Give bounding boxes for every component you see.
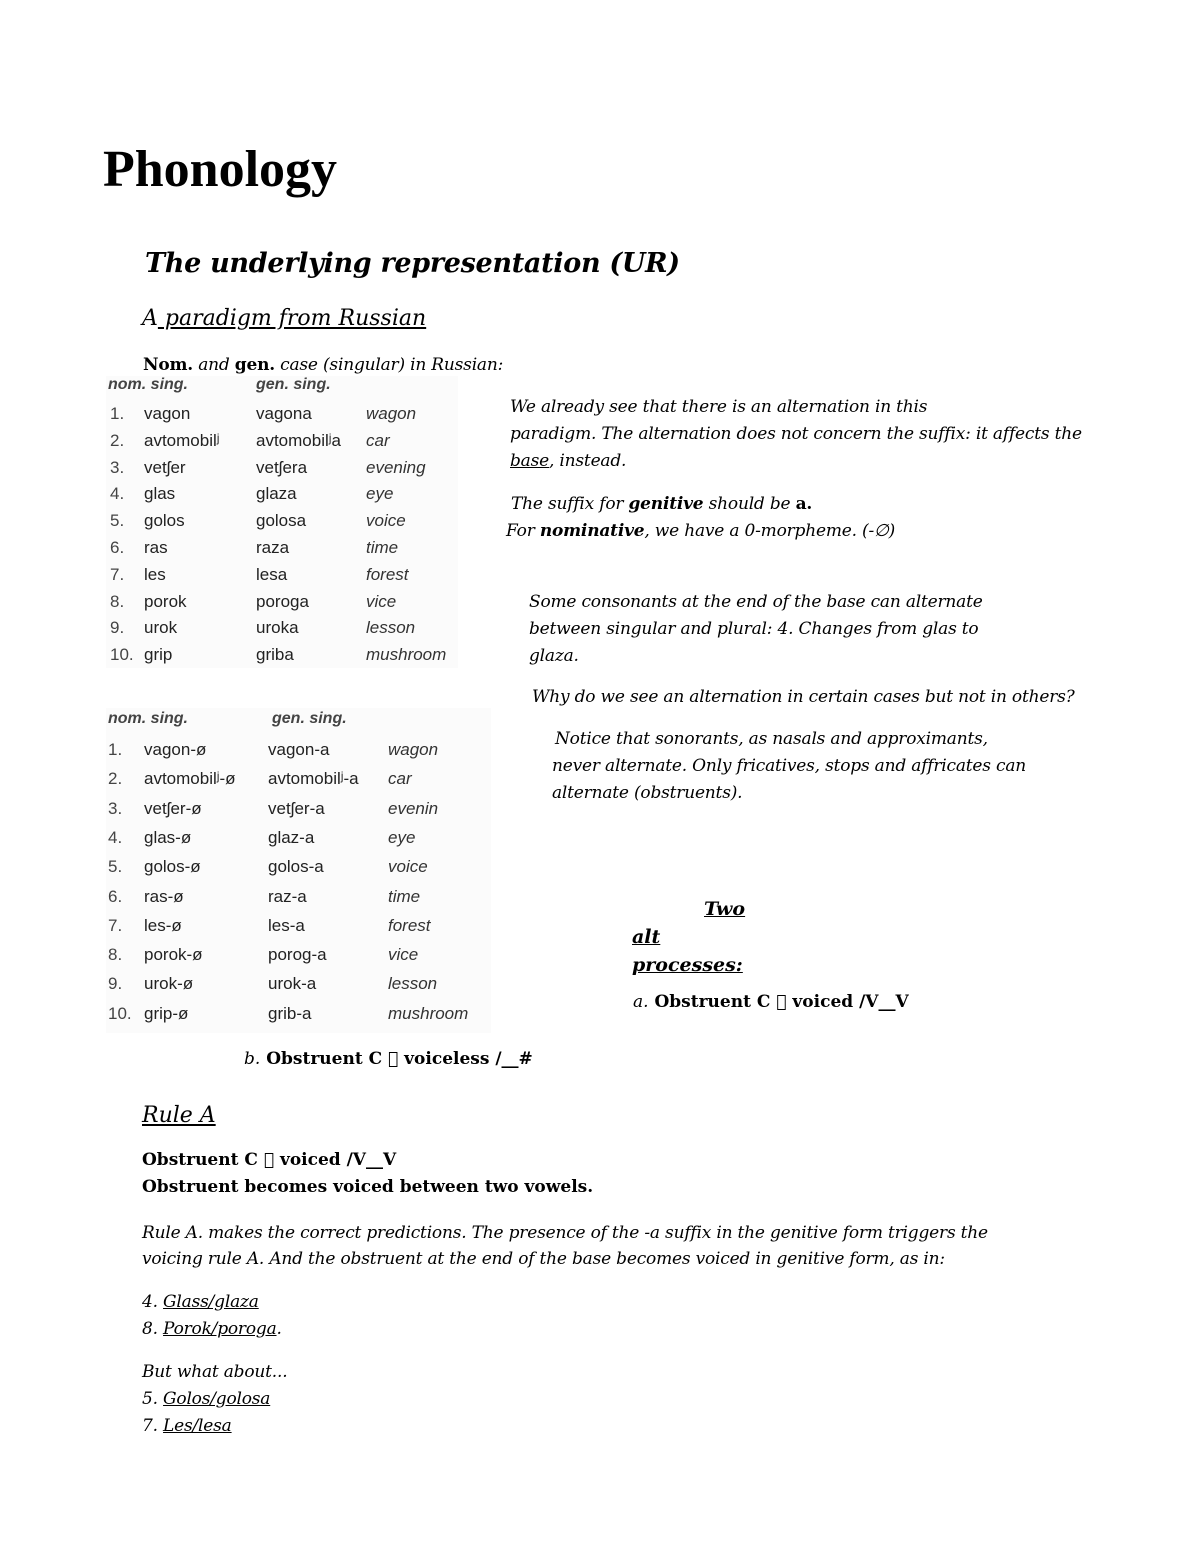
genitive-form: porog-a	[268, 945, 327, 965]
rule-a-paragraph	[142, 1220, 988, 1272]
intro-line	[143, 352, 503, 379]
row-number: 3.	[108, 798, 123, 818]
row-number: 7.	[110, 564, 125, 584]
genitive-form: vetʃera	[256, 457, 308, 477]
note5-line1: Notice that sonorants, as nasals and approximants,	[555, 729, 988, 749]
note-alternation	[510, 394, 1082, 475]
note2-l2-pre: For	[506, 521, 540, 541]
process-b-label: b.	[244, 1049, 261, 1069]
process-a-text: Obstruent C voiced /V__V	[648, 992, 893, 1012]
note3-line1: Some consonants at the end of the base can alternate	[529, 592, 983, 612]
example-8-num: 8.	[142, 1319, 164, 1339]
note1-line3-rest: , instead.	[549, 451, 627, 471]
example-7-num: 7.	[142, 1416, 164, 1436]
intro-nom: Nom.	[143, 355, 193, 375]
gloss: eye	[366, 484, 394, 504]
gloss: forest	[366, 564, 409, 584]
example-4	[142, 1289, 282, 1316]
genitive-form: golos-a	[268, 857, 324, 877]
genitive-form: avtomobilʲ-a	[268, 769, 359, 789]
process-a-label: a.	[633, 992, 649, 1012]
note2-l2-rest: , we have a 0-morpheme. (-∅)	[644, 521, 896, 541]
note5-line2: never alternate. Only fricatives, stops and affricates can	[552, 756, 1027, 776]
but-what-about-text: But what about...	[142, 1362, 288, 1382]
rule-a-examples	[142, 1289, 282, 1343]
genitive-form: raza	[256, 538, 290, 557]
example-5-text: Golos/golosa	[163, 1389, 271, 1409]
gloss: wagon	[366, 404, 417, 423]
gloss: evening	[366, 457, 426, 477]
intro-rest: case (singular) in Russian:	[274, 355, 504, 375]
nominative-form: les-ø	[144, 915, 182, 935]
genitive-form: vetʃer-a	[268, 798, 325, 818]
gloss: car	[366, 430, 390, 450]
gloss: vice	[366, 591, 397, 611]
gloss: vice	[388, 945, 419, 965]
intro-gen: gen.	[234, 355, 275, 375]
section-title: The underlying representation (UR)	[145, 248, 680, 279]
row-number: 1.	[108, 740, 123, 759]
note2-l1-mid: should be	[703, 494, 796, 514]
gloss: car	[388, 769, 412, 789]
subsection-title	[142, 306, 426, 331]
row-number: 9.	[110, 618, 125, 638]
gloss: time	[388, 886, 421, 906]
gloss: eye	[388, 827, 416, 847]
table1-header-nom: nom. sing.	[108, 376, 188, 393]
note2-genitive: genitive	[628, 494, 704, 514]
note1-base: base	[510, 451, 550, 471]
note3-line3: glaza.	[529, 646, 579, 666]
but-what-about	[142, 1359, 287, 1440]
nominative-form: urok-ø	[144, 974, 194, 994]
process-b	[244, 1049, 533, 1069]
nominative-form: vagon	[144, 404, 191, 423]
row-number: 2.	[110, 430, 125, 450]
example-8	[142, 1316, 282, 1343]
two-alt-line3: processes:	[632, 954, 743, 976]
example-5	[142, 1386, 287, 1413]
rule-a-description	[142, 1177, 593, 1197]
row-number: 3.	[110, 457, 125, 477]
row-number: 5.	[108, 857, 123, 877]
row-number: 5.	[110, 511, 125, 531]
nominative-form: golos	[144, 511, 185, 531]
note-why-question: Why do we see an alternation in certain cases but not in others?	[532, 687, 1075, 707]
note5-line3: alternate (obstruents).	[552, 783, 743, 803]
row-number: 2.	[108, 769, 123, 789]
note2-a: a.	[795, 494, 813, 514]
genitive-form: lesa	[256, 564, 288, 584]
row-number: 8.	[110, 591, 125, 611]
nominative-form: grip-ø	[144, 1003, 189, 1023]
row-number: 10.	[108, 1003, 132, 1023]
row-number: 6.	[110, 538, 125, 557]
gloss: mushroom	[388, 1003, 469, 1023]
example-8-end: .	[276, 1319, 282, 1339]
nominative-form: avtomobilʲ	[144, 430, 220, 450]
row-number: 8.	[108, 945, 123, 965]
note-suffix-nominative	[506, 518, 895, 545]
nominative-form: les	[144, 564, 166, 584]
paradigm-table-2	[106, 708, 491, 1033]
row-number: 4.	[108, 827, 123, 847]
nominative-form: porok	[144, 591, 187, 611]
two-alt-processes	[632, 895, 745, 979]
note-sonorants	[552, 726, 1026, 807]
example-5-num: 5.	[142, 1389, 164, 1409]
gloss: mushroom	[366, 645, 447, 665]
gloss: wagon	[388, 740, 439, 759]
intro-and: and	[192, 355, 235, 375]
note-suffix-genitive	[511, 491, 812, 518]
example-8-text: Porok/poroga	[163, 1319, 277, 1339]
genitive-form: urok-a	[268, 974, 317, 994]
gloss: lesson	[366, 618, 416, 638]
note-consonant-alternation	[529, 589, 983, 670]
genitive-form: uroka	[256, 618, 299, 638]
paradigm-table-1	[106, 376, 458, 668]
row-number: 10.	[110, 645, 134, 665]
genitive-form: grib-a	[268, 1003, 312, 1023]
nominative-form: vagon-ø	[144, 740, 207, 759]
note3-line2: between singular and plural: 4. Changes from glas to	[529, 619, 979, 639]
row-number: 9.	[108, 974, 123, 994]
genitive-form: golosa	[256, 511, 307, 531]
genitive-form: griba	[256, 645, 294, 665]
row-number: 7.	[108, 915, 123, 935]
gloss: time	[366, 538, 399, 557]
process-b-text: Obstruent C voiceless /__#	[260, 1049, 517, 1069]
table2-header-nom: nom. sing.	[108, 710, 188, 727]
two-alt-line1: Two	[704, 898, 746, 920]
row-number: 6.	[108, 886, 123, 906]
nominative-form: vetʃer-ø	[144, 798, 202, 818]
genitive-form: glaza	[256, 484, 297, 504]
gloss: voice	[366, 511, 406, 531]
note1-line3	[510, 448, 1082, 475]
nominative-form: glas	[144, 484, 176, 504]
rule-a-line2: Obstruent becomes voiced between two vowels.	[142, 1177, 594, 1197]
genitive-form: vagona	[256, 404, 312, 423]
subsection-prefix: A	[142, 306, 158, 331]
nominative-form: porok-ø	[144, 945, 203, 965]
page-title: Phonology	[103, 141, 338, 198]
example-7	[142, 1413, 287, 1440]
nominative-form: ras	[144, 538, 168, 557]
rule-a-para2: voicing rule A. And the obstruent at the end of the base becomes voiced in genitive form, as in:	[142, 1249, 945, 1269]
genitive-form: raz-a	[268, 886, 307, 906]
process-a	[633, 992, 909, 1012]
note1-line1: We already see that there is an alternation in this	[510, 397, 928, 417]
rule-a-formula	[142, 1150, 396, 1170]
nominative-form: grip	[144, 645, 173, 665]
row-number: 4.	[110, 484, 125, 504]
note2-nominative: nominative	[539, 521, 645, 541]
two-alt-line2: alt	[632, 926, 661, 948]
example-7-text: Les/lesa	[163, 1416, 232, 1436]
rule-a-heading: Rule A	[142, 1103, 216, 1128]
nominative-form: avtomobilʲ-ø	[144, 769, 236, 789]
note2-l1-pre: The suffix for	[511, 494, 629, 514]
rule-a-line1: Obstruent C voiced /V__V	[142, 1150, 381, 1170]
gloss: forest	[388, 915, 431, 935]
genitive-form: les-a	[268, 915, 305, 935]
nominative-form: ras-ø	[144, 886, 184, 906]
nominative-form: golos-ø	[144, 857, 201, 877]
example-4-num: 4.	[142, 1292, 164, 1312]
gloss: evenin	[388, 798, 439, 818]
genitive-form: avtomobilʲa	[256, 430, 341, 450]
table1-header-gen: gen. sing.	[256, 376, 331, 393]
note1-line2: paradigm. The alternation does not concern the suffix: it affects the	[510, 424, 1082, 444]
genitive-form: glaz-a	[268, 827, 315, 847]
genitive-form: poroga	[256, 591, 309, 611]
table2-header-gen: gen. sing.	[272, 710, 347, 727]
subsection-text: paradigm from Russian	[157, 306, 427, 331]
nominative-form: urok	[144, 618, 178, 638]
nominative-form: glas-ø	[144, 827, 192, 847]
rule-a-para1: Rule A. makes the correct predictions. The presence of the -a suffix in the genitive form triggers the	[142, 1223, 988, 1243]
nominative-form: vetʃer	[144, 457, 186, 477]
gloss: voice	[388, 857, 428, 877]
gloss: lesson	[388, 974, 438, 994]
genitive-form: vagon-a	[268, 740, 330, 759]
example-4-text: Glass/glaza	[163, 1292, 259, 1312]
row-number: 1.	[110, 404, 125, 423]
